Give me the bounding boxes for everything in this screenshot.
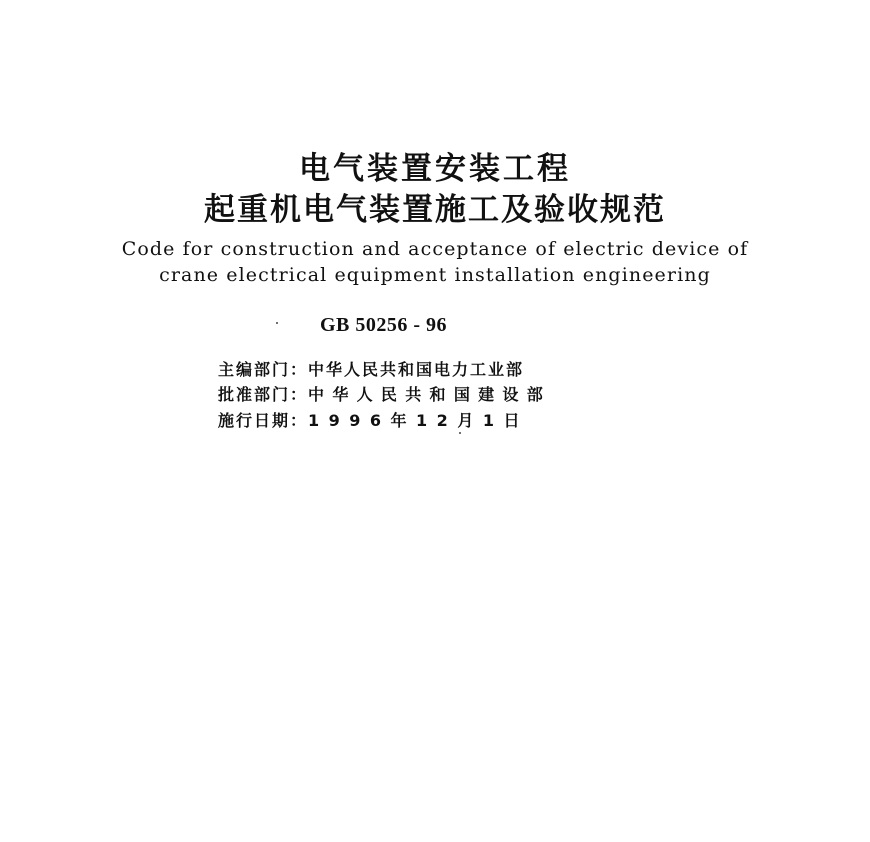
scan-speck	[459, 432, 461, 434]
standard-number: GB 50256 - 96	[320, 314, 448, 336]
english-title-line-2: crane electrical equipment installation engineering	[159, 264, 711, 286]
effective-date-row	[218, 408, 529, 431]
chinese-title-line-2: 起重机电气装置施工及验收规范	[204, 192, 666, 228]
english-title-line-1: Code for construction and acceptance of electric device of	[121, 238, 749, 260]
editor-department-value: 中华人民共和国电力工业部	[308, 360, 525, 379]
chinese-title-line-1: 电气装置安装工程	[299, 151, 571, 187]
approval-department-label: 批准部门：	[218, 385, 309, 404]
editor-department-row	[218, 357, 524, 380]
approval-department-value: 中华人民共和国建设部	[308, 385, 552, 404]
approval-department-row	[218, 382, 551, 405]
effective-date-label: 施行日期：	[218, 411, 309, 430]
effective-date-value: 1996年12月1日	[308, 411, 529, 430]
scan-speck	[276, 322, 278, 324]
editor-department-label: 主编部门：	[218, 360, 309, 379]
